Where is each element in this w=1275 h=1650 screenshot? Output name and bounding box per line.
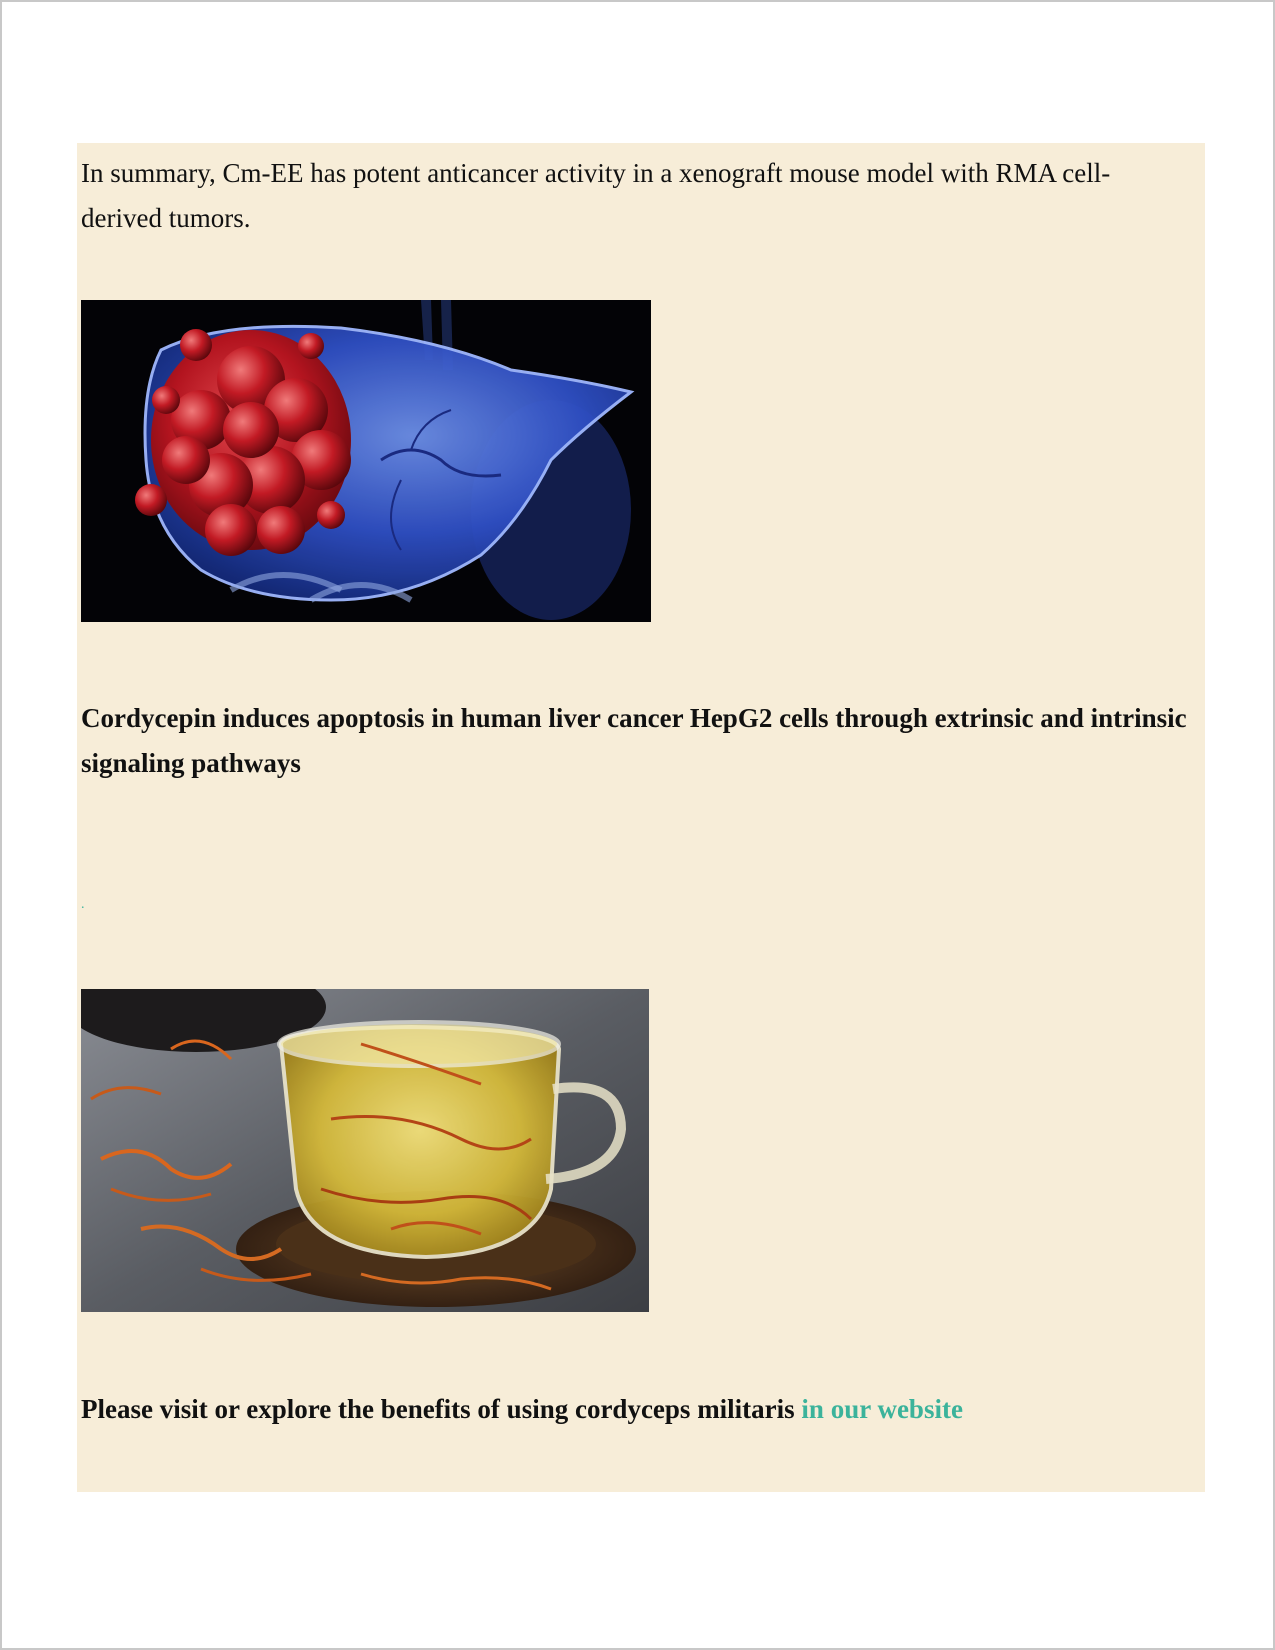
content-panel bbox=[77, 143, 1205, 1492]
summary-paragraph: In summary, Cm-EE has potent anticancer activity in a xenograft mouse model with RMA cell-derived tumors. bbox=[81, 158, 1111, 233]
small-link-mark[interactable]: . bbox=[81, 897, 85, 912]
cta-paragraph bbox=[81, 1387, 1191, 1432]
cta-text: Please visit or explore the benefits of using cordyceps militaris bbox=[81, 1394, 802, 1424]
website-link[interactable]: in our website bbox=[801, 1394, 963, 1424]
apoptosis-heading: Cordycepin induces apoptosis in human liver cancer HepG2 cells through extrinsic and intrinsic signaling pathways bbox=[81, 703, 1187, 778]
liver-tumor-image bbox=[81, 300, 651, 622]
cordyceps-tea-image bbox=[81, 989, 649, 1312]
